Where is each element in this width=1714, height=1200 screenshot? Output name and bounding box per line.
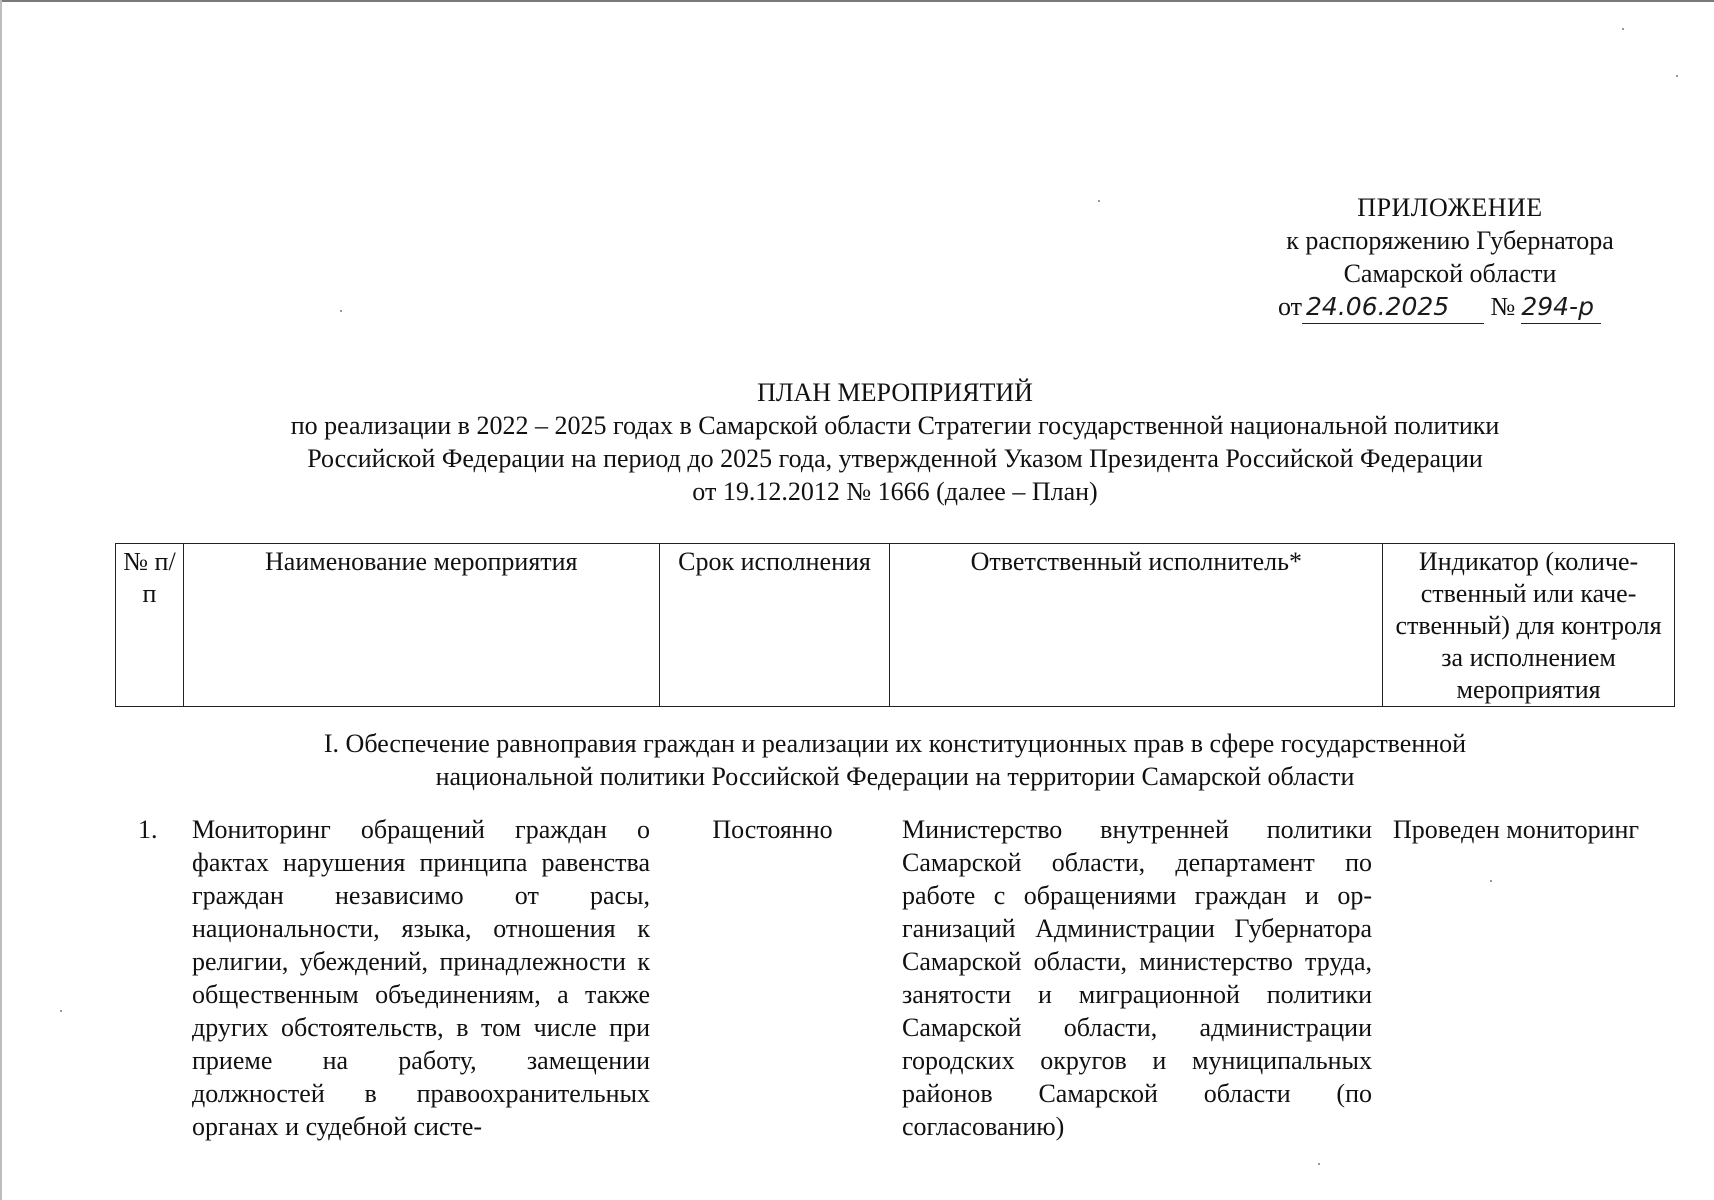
scan-edge-top [0, 0, 1714, 2]
appendix-block [1220, 191, 1680, 324]
row-1-name: Мониторинг обращений граждан о фактах нарушения принципа равенства граждан независимо от расы, национальности, языка, отношения к религии, убеждений, принадлежности к общественным объединениям, а также других обстоятельств, в том числе при приеме на работу, замещении должностей в правоохранительных органах и судебной систе- [192, 815, 650, 1141]
row-1-indicator: Проведен мониторинг [1393, 815, 1640, 844]
handwritten-number: 294-р [1521, 290, 1601, 324]
section-heading [120, 727, 1670, 793]
scan-speck [60, 1010, 62, 1012]
plan-title: ПЛАН МЕРОПРИЯТИЙ [757, 378, 1033, 407]
section-line-1: I. Обеспечение равноправия граждан и реализации их конституционных прав в сфере государственной [323, 729, 1467, 758]
header-cell-responsible: Ответственный исполнитель* [890, 544, 1383, 707]
row-1-term: Постоянно [712, 815, 833, 844]
number-prefix: № [1490, 292, 1516, 321]
header-cell-indicator: Индикатор (количественный или качественный) для контроля за исполнением мероприятия [1383, 544, 1675, 707]
plan-subtitle-3: от 19.12.2012 № 1666 (далее – План) [692, 477, 1098, 506]
scan-speck [1622, 28, 1624, 30]
scan-speck [1098, 200, 1100, 202]
scan-speck [1676, 75, 1678, 77]
plan-subtitle-1: по реализации в 2022 – 2025 годах в Самарской области Стратегии государственной национальной политики [290, 411, 1500, 440]
header-cell-term: Срок исполнения [659, 544, 890, 707]
plan-heading [120, 376, 1670, 508]
date-prefix: от [1278, 292, 1303, 321]
scan-speck [340, 310, 342, 312]
appendix-line-1: к распоряжению Губернатора [1286, 226, 1614, 255]
appendix-line-2: Самарской области [1343, 259, 1557, 288]
table-header [115, 543, 1675, 707]
row-1-num: 1. [138, 815, 158, 844]
header-cell-num: № п/п [116, 544, 184, 707]
handwritten-date: 24.06.2025 [1302, 290, 1484, 324]
plan-subtitle-2: Российской Федерации на период до 2025 года, утвержденной Указом Президента Российской Федерации [307, 444, 1483, 473]
row-1-responsible: Министерство внутренней политики Самарской области, департамент по работе с обращениями граждан и организаций Администрации Губернатора Самарской области, министерство труда, занятости и миграционной политики Самарской области, администрации городских округов и муниципальных районов Самарской области (по согласованию) [902, 815, 1372, 1141]
header-cell-name: Наименование мероприятия [183, 544, 659, 707]
section-line-2: национальной политики Российской Федерации на территории Самарской области [435, 762, 1355, 791]
scan-speck [1318, 1163, 1320, 1165]
appendix-title: ПРИЛОЖЕНИЕ [1357, 193, 1543, 222]
appendix-date-line [1220, 290, 1680, 324]
table-header-row [116, 544, 1675, 707]
scan-edge-left [0, 0, 2, 1200]
scan-speck [1490, 880, 1492, 882]
